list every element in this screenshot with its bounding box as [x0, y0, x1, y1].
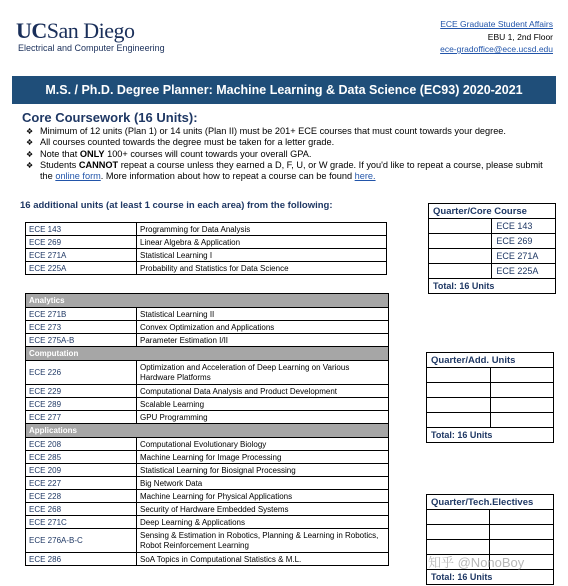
table-row: ECE 271A Statistical Learning I	[26, 249, 387, 262]
table-row	[427, 368, 554, 383]
table-row	[427, 398, 554, 413]
repeat-info-link[interactable]: here.	[354, 171, 376, 182]
additional-units-heading: 16 additional units (at least 1 course in each area) from the following:	[20, 200, 333, 211]
table-row: ECE 227 Big Network Data	[26, 477, 389, 490]
quarter-cell[interactable]	[429, 219, 492, 234]
table-row: ECE 225A	[429, 264, 556, 279]
course-cell[interactable]	[490, 413, 554, 428]
table-row: ECE 143 Programming for Data Analysis	[26, 223, 387, 236]
quarter-cell[interactable]	[427, 383, 491, 398]
additional-planner-table	[426, 352, 554, 443]
table-row: ECE 209 Statistical Learning for Biosignal Processing	[26, 464, 389, 477]
table-row: ECE 271B Statistical Learning II	[26, 308, 389, 321]
table-row	[427, 383, 554, 398]
planner-header: Quarter/Core Course	[429, 204, 556, 219]
table-row: ECE 276A-B-C Sensing & Estimation in Robotics, Planning & Learning in Robotics, Robot Reinforcement Learning	[26, 529, 389, 553]
table-row: ECE 273 Convex Optimization and Applications	[26, 321, 389, 334]
quarter-cell[interactable]	[427, 525, 490, 540]
core-coursework-title: Core Coursework (16 Units):	[22, 110, 198, 125]
table-row: ECE 286 SoA Topics in Computational Statistics & M.L.	[26, 553, 389, 566]
quarter-cell[interactable]	[429, 234, 492, 249]
core-course-table	[25, 222, 387, 275]
quarter-cell[interactable]	[427, 398, 491, 413]
table-row: ECE 277 GPU Programming	[26, 411, 389, 424]
quarter-cell[interactable]	[429, 249, 492, 264]
electives-table	[25, 293, 389, 566]
table-row: ECE 208 Computational Evolutionary Biology	[26, 438, 389, 451]
table-row: ECE 271A	[429, 249, 556, 264]
table-row: ECE 271C Deep Learning & Applications	[26, 516, 389, 529]
office-location: EBU 1, 2nd Floor	[487, 31, 553, 42]
table-row	[427, 525, 554, 540]
list-item: ❖ Students CANNOT repeat a course unless they earned a D, F, U, or W grade. If you'd like to repeat a course, please submit the online form. More information about how to repeat a course can be found here.	[26, 160, 556, 183]
department-name: Electrical and Computer Engineering	[18, 43, 165, 53]
course-cell[interactable]	[490, 368, 554, 383]
quarter-cell[interactable]	[427, 368, 491, 383]
list-item: ❖ All courses counted towards the degree must be taken for a letter grade.	[26, 137, 556, 148]
planner-header: Quarter/Tech.Electives	[427, 495, 554, 510]
table-row: ECE 268 Security of Hardware Embedded Systems	[26, 503, 389, 516]
category-row-computation: Computation	[26, 347, 389, 361]
table-row: ECE 269	[429, 234, 556, 249]
table-row: ECE 228 Machine Learning for Physical Applications	[26, 490, 389, 503]
ucsd-logo: UCSan Diego	[16, 18, 135, 43]
office-link[interactable]: ECE Graduate Student Affairs	[440, 19, 553, 29]
course-cell[interactable]	[490, 383, 554, 398]
list-item: ❖ Minimum of 12 units (Plan 1) or 14 units (Plan II) must be 201+ ECE courses that must count towards your degree.	[26, 126, 556, 137]
table-row	[427, 413, 554, 428]
table-row	[427, 510, 554, 525]
contact-block	[440, 18, 553, 56]
category-row-applications: Applications	[26, 424, 389, 438]
table-row: ECE 269 Linear Algebra & Application	[26, 236, 387, 249]
list-item: ❖ Note that ONLY 100+ courses will count towards your overall GPA.	[26, 149, 556, 160]
planner-total: Total: 16 Units	[429, 279, 556, 294]
table-row: ECE 289 Scalable Learning	[26, 398, 389, 411]
planner-header: Quarter/Add. Units	[427, 353, 554, 368]
quarter-cell[interactable]	[427, 413, 491, 428]
planner-total: Total: 16 Units	[427, 428, 554, 443]
course-cell[interactable]	[490, 510, 554, 525]
course-cell[interactable]	[490, 525, 554, 540]
quarter-cell[interactable]	[427, 510, 490, 525]
table-row: ECE 143	[429, 219, 556, 234]
table-row: ECE 285 Machine Learning for Image Processing	[26, 451, 389, 464]
requirements-list	[26, 126, 556, 182]
email-link[interactable]: ece-gradoffice@ece.ucsd.edu	[440, 44, 553, 54]
core-planner-table	[428, 203, 556, 294]
table-row: ECE 226 Optimization and Acceleration of Deep Learning on Various Hardware Platforms	[26, 361, 389, 385]
planner-total: Total: 16 Units	[427, 570, 554, 585]
category-row-analytics: Analytics	[26, 294, 389, 308]
course-cell[interactable]	[490, 398, 554, 413]
online-form-link[interactable]: online form	[55, 171, 101, 182]
table-row: ECE 229 Computational Data Analysis and Product Development	[26, 385, 389, 398]
tech-electives-planner-table	[426, 494, 554, 585]
table-row: ECE 225A Probability and Statistics for Data Science	[26, 262, 387, 275]
table-row: ECE 275A-B Parameter Estimation I/II	[26, 334, 389, 347]
watermark: 知乎 @NonoBoy	[428, 555, 525, 570]
quarter-cell[interactable]	[429, 264, 492, 279]
page-title-banner: M.S. / Ph.D. Degree Planner: Machine Learning & Data Science (EC93) 2020-2021	[12, 76, 556, 104]
